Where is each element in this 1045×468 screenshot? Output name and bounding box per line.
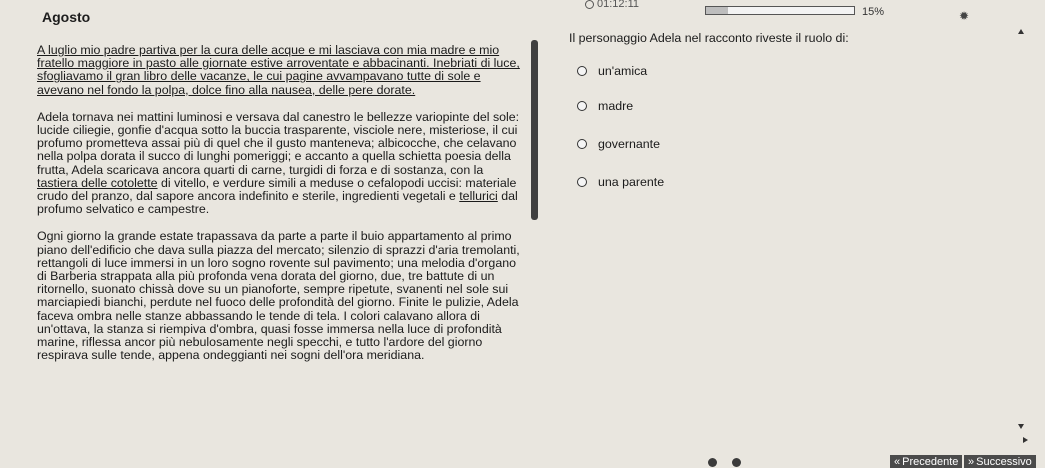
timer-value: 01:12:11 — [597, 0, 640, 10]
radio-button[interactable] — [577, 66, 587, 76]
progress-fill — [706, 7, 728, 14]
previous-button[interactable] — [890, 455, 962, 468]
progress-bar — [705, 6, 855, 15]
zoom-out-icon[interactable] — [708, 458, 717, 467]
option-label: una parente — [598, 175, 665, 189]
reading-passage — [37, 44, 527, 362]
option-b[interactable] — [577, 99, 633, 113]
option-a[interactable] — [577, 64, 647, 78]
radio-button[interactable] — [577, 139, 587, 149]
radio-button[interactable] — [577, 177, 587, 187]
settings-gear-icon[interactable]: ✹ — [959, 9, 970, 23]
paragraph-2-part-2: di vitello, e verdure simili a meduse o cefalopodi uccisi: materiale crudo del pranzo, dal sapore ancora indefinito e sterile, ingredienti vegetali e — [37, 175, 517, 204]
radio-button[interactable] — [577, 101, 587, 111]
underlined-term: ; — [321, 242, 325, 257]
underlined-term: tastiera delle cotolette — [37, 175, 158, 190]
underlined-term: tellurici — [459, 189, 498, 204]
zoom-in-icon[interactable] — [732, 458, 741, 467]
progress-percent: 15% — [862, 6, 885, 18]
double-chevron-left-icon: « — [894, 455, 901, 468]
option-label: madre — [598, 99, 634, 113]
scroll-up-arrow-icon[interactable] — [1018, 29, 1024, 34]
paragraph-2-part-1: Adela tornava nei mattini luminosi e versava dal canestro le bellezze variopinte del sole: lucide ciliegie, gonfie d'acqua sotto la buccia trasparente, visciole nere, misteriose, il cui profumo prometteva assai più di quel che il gusto manteneva; albicocche, che celavano nella polpa dorata il succo di lunghi pomeriggi; e accanto a quella schietta poesia della frutta, Adela scaricava ancora quarti di carne, turgidi di forza e di sostanza, con la — [37, 109, 520, 177]
next-label: Successivo — [976, 455, 1032, 468]
paragraph-3-part-1: Ogni giorno la grande estate trapassava da parte a parte il buio appartamento al primo piano dell'edificio che dava sulla piazza del mercato — [37, 229, 512, 257]
footer-bar — [0, 452, 1045, 468]
paragraph-1 — [37, 44, 527, 97]
paragraph-3-part-2: silenzio di sprazzi d'aria tremolanti, rettangoli di luce immersi in un loro sogno rovente sul pavimento; una melodia d'organo di Barberia strappata alla più profonda vena dorata del giorno, due, tre battute di un ritornello, suonato chissà dove su un pianoforte, sempre ripetute, svanenti nel sole sui marciapiedi bianchi, perdute nel fuoco delle profondità del giorno. Finite le pulizie, Adela faceva ombra nelle stanze abbassando le tende di tela. I colori calavano allora di un'ottava, la stanza si riempiva d'ombra, quasi fosse immersa nella luce di profondità marine, riflessa ancor più nebulosamente negli specchi, e tutto l'ardore del giorno respirava sulle tende, appena ondeggianti nei sogni dell'ora meridiana. — [37, 242, 520, 363]
scroll-down-arrow-icon[interactable] — [1018, 424, 1024, 429]
timer — [585, 0, 639, 10]
page-title: Agosto — [42, 9, 91, 25]
option-c[interactable] — [577, 137, 660, 151]
option-d[interactable] — [577, 175, 664, 189]
paragraph-1-text: A luglio mio padre partiva per la cura delle acque e mi lasciava con mia madre e mio fratello maggiore in pasto alle giornate estive arroventate e abbacinanti. Inebriati di luce, sfogliavamo il gran libro delle vacanze, le cui pagine avvampavano tutte di sole e avevano nel fondo la polpa, dolce fino alla nausea, delle pere dorate. — [37, 43, 520, 97]
option-label: un'amica — [598, 64, 648, 78]
option-label: governante — [598, 137, 661, 151]
question-text: Il personaggio Adela nel racconto riveste il ruolo di: — [569, 31, 849, 45]
scroll-right-arrow-icon[interactable] — [1023, 437, 1028, 443]
next-button[interactable] — [964, 455, 1036, 468]
paragraph-2-part-3: dal profumo selvatico e campestre. — [37, 189, 518, 217]
reading-scrollbar[interactable] — [531, 40, 538, 220]
previous-label: Precedente — [902, 455, 959, 468]
paragraph-3 — [37, 230, 527, 362]
clock-icon — [585, 0, 594, 9]
paragraph-2 — [37, 111, 527, 217]
double-chevron-right-icon: » — [968, 455, 975, 468]
